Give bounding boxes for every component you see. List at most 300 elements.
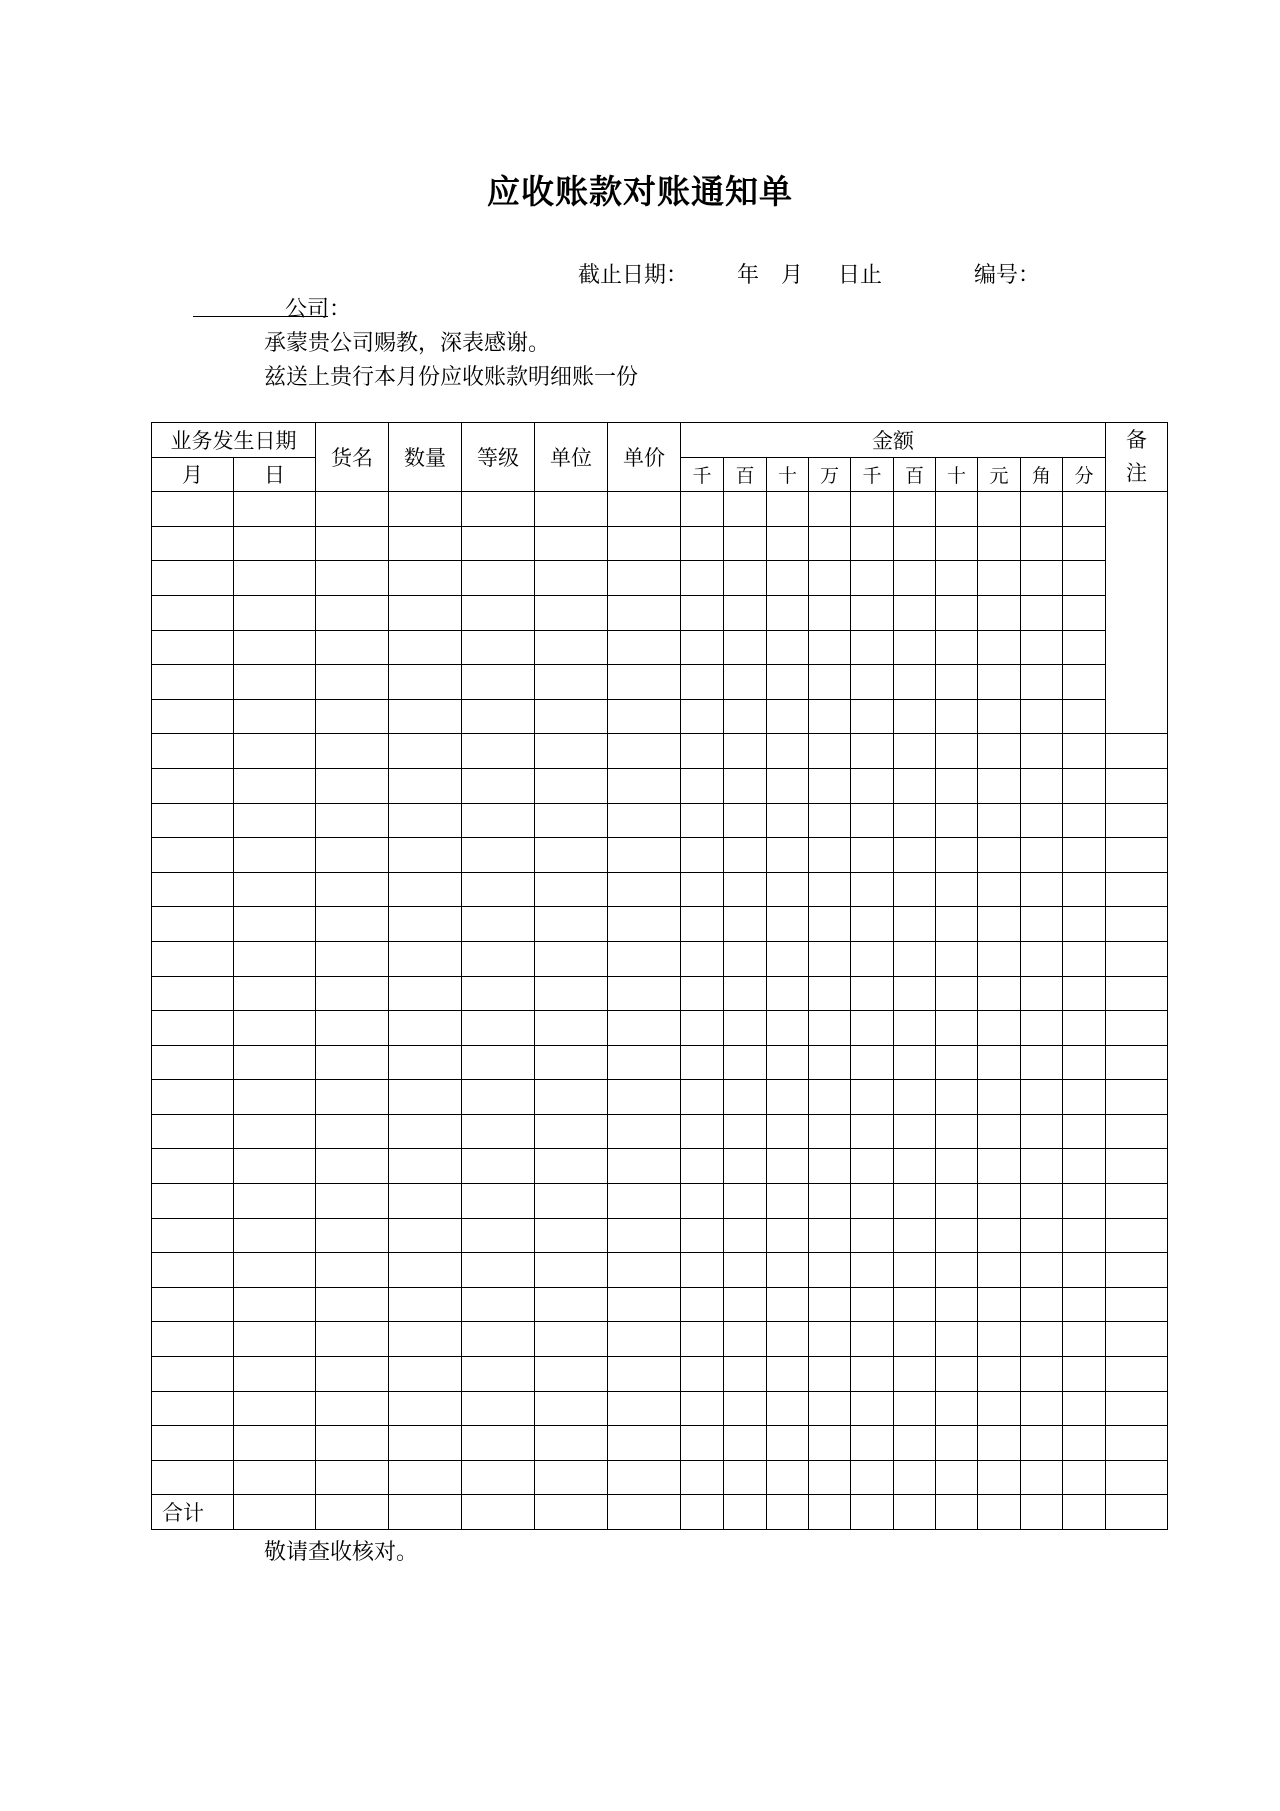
table-cell[interactable] <box>152 630 234 665</box>
table-cell[interactable] <box>152 1391 234 1426</box>
table-cell[interactable] <box>767 1184 809 1219</box>
table-cell[interactable] <box>316 838 389 873</box>
table-cell[interactable] <box>724 630 767 665</box>
table-cell[interactable] <box>851 907 894 942</box>
table-cell[interactable] <box>936 1287 978 1322</box>
table-cell[interactable] <box>535 595 608 630</box>
table-cell[interactable] <box>936 1045 978 1080</box>
table-cell[interactable] <box>316 1218 389 1253</box>
table-cell[interactable] <box>1063 1287 1106 1322</box>
table-cell[interactable] <box>389 492 462 527</box>
table-cell[interactable] <box>724 941 767 976</box>
table-cell[interactable] <box>389 941 462 976</box>
table-cell[interactable] <box>894 492 936 527</box>
table-cell[interactable] <box>724 699 767 734</box>
table-cell[interactable] <box>608 1391 681 1426</box>
table-cell[interactable] <box>767 1080 809 1115</box>
table-cell[interactable] <box>152 803 234 838</box>
table-cell[interactable] <box>1063 976 1106 1011</box>
table-cell[interactable] <box>608 872 681 907</box>
table-cell[interactable] <box>936 665 978 700</box>
total-cell[interactable] <box>936 1495 978 1530</box>
table-cell[interactable] <box>978 1218 1021 1253</box>
table-cell[interactable] <box>767 1218 809 1253</box>
table-cell[interactable] <box>389 1184 462 1219</box>
remark-cell[interactable] <box>1106 1322 1168 1357</box>
table-cell[interactable] <box>894 907 936 942</box>
table-cell[interactable] <box>681 1426 724 1461</box>
table-cell[interactable] <box>809 803 851 838</box>
table-cell[interactable] <box>608 1322 681 1357</box>
table-cell[interactable] <box>608 803 681 838</box>
table-cell[interactable] <box>1021 526 1063 561</box>
table-cell[interactable] <box>316 1391 389 1426</box>
table-cell[interactable] <box>462 595 535 630</box>
table-cell[interactable] <box>389 1114 462 1149</box>
remark-cell[interactable] <box>1106 941 1168 976</box>
table-cell[interactable] <box>234 1149 316 1184</box>
table-cell[interactable] <box>608 1149 681 1184</box>
total-cell[interactable] <box>316 1495 389 1530</box>
table-cell[interactable] <box>234 1080 316 1115</box>
table-cell[interactable] <box>316 1460 389 1495</box>
table-cell[interactable] <box>978 1253 1021 1288</box>
table-cell[interactable] <box>936 1357 978 1392</box>
table-cell[interactable] <box>978 699 1021 734</box>
table-cell[interactable] <box>462 1426 535 1461</box>
table-cell[interactable] <box>234 838 316 873</box>
table-cell[interactable] <box>152 1253 234 1288</box>
table-cell[interactable] <box>389 838 462 873</box>
table-cell[interactable] <box>535 907 608 942</box>
table-cell[interactable] <box>316 976 389 1011</box>
total-cell[interactable] <box>767 1495 809 1530</box>
table-cell[interactable] <box>936 1218 978 1253</box>
table-cell[interactable] <box>1021 595 1063 630</box>
table-cell[interactable] <box>936 1391 978 1426</box>
table-cell[interactable] <box>462 872 535 907</box>
table-cell[interactable] <box>809 838 851 873</box>
table-cell[interactable] <box>767 872 809 907</box>
table-cell[interactable] <box>389 526 462 561</box>
table-cell[interactable] <box>152 665 234 700</box>
table-cell[interactable] <box>767 941 809 976</box>
table-cell[interactable] <box>809 734 851 769</box>
table-cell[interactable] <box>316 1322 389 1357</box>
table-cell[interactable] <box>316 561 389 596</box>
table-cell[interactable] <box>978 838 1021 873</box>
table-cell[interactable] <box>1021 1287 1063 1322</box>
table-cell[interactable] <box>894 1287 936 1322</box>
table-cell[interactable] <box>608 561 681 596</box>
table-cell[interactable] <box>894 838 936 873</box>
table-cell[interactable] <box>767 1426 809 1461</box>
table-cell[interactable] <box>767 561 809 596</box>
table-cell[interactable] <box>978 1045 1021 1080</box>
table-cell[interactable] <box>724 1149 767 1184</box>
table-cell[interactable] <box>152 699 234 734</box>
table-cell[interactable] <box>936 1080 978 1115</box>
table-cell[interactable] <box>724 768 767 803</box>
table-cell[interactable] <box>462 1149 535 1184</box>
table-cell[interactable] <box>1021 1357 1063 1392</box>
remark-cell[interactable] <box>1106 1460 1168 1495</box>
table-cell[interactable] <box>809 1253 851 1288</box>
table-cell[interactable] <box>809 872 851 907</box>
table-cell[interactable] <box>978 907 1021 942</box>
remark-cell[interactable] <box>1106 872 1168 907</box>
table-cell[interactable] <box>978 630 1021 665</box>
table-cell[interactable] <box>851 526 894 561</box>
table-cell[interactable] <box>978 1149 1021 1184</box>
table-cell[interactable] <box>894 526 936 561</box>
table-cell[interactable] <box>809 907 851 942</box>
table-cell[interactable] <box>894 941 936 976</box>
table-cell[interactable] <box>152 838 234 873</box>
table-cell[interactable] <box>234 1011 316 1046</box>
table-cell[interactable] <box>978 976 1021 1011</box>
table-cell[interactable] <box>809 1045 851 1080</box>
table-cell[interactable] <box>851 838 894 873</box>
table-cell[interactable] <box>894 1114 936 1149</box>
table-cell[interactable] <box>1063 1218 1106 1253</box>
table-cell[interactable] <box>809 492 851 527</box>
table-cell[interactable] <box>894 1184 936 1219</box>
table-cell[interactable] <box>809 595 851 630</box>
table-cell[interactable] <box>894 768 936 803</box>
table-cell[interactable] <box>462 734 535 769</box>
total-cell[interactable] <box>724 1495 767 1530</box>
table-cell[interactable] <box>608 1080 681 1115</box>
table-cell[interactable] <box>681 872 724 907</box>
table-cell[interactable] <box>462 1080 535 1115</box>
table-cell[interactable] <box>152 1045 234 1080</box>
table-cell[interactable] <box>978 526 1021 561</box>
table-cell[interactable] <box>152 1011 234 1046</box>
table-cell[interactable] <box>767 907 809 942</box>
table-cell[interactable] <box>608 665 681 700</box>
table-cell[interactable] <box>978 768 1021 803</box>
table-cell[interactable] <box>809 976 851 1011</box>
table-cell[interactable] <box>462 1011 535 1046</box>
table-cell[interactable] <box>389 1322 462 1357</box>
table-cell[interactable] <box>851 1460 894 1495</box>
table-cell[interactable] <box>724 561 767 596</box>
table-cell[interactable] <box>535 1149 608 1184</box>
table-cell[interactable] <box>809 1426 851 1461</box>
total-cell[interactable] <box>535 1495 608 1530</box>
table-cell[interactable] <box>1021 1184 1063 1219</box>
table-cell[interactable] <box>535 838 608 873</box>
table-cell[interactable] <box>724 838 767 873</box>
remark-cell[interactable] <box>1106 1391 1168 1426</box>
table-cell[interactable] <box>234 1045 316 1080</box>
table-cell[interactable] <box>389 872 462 907</box>
table-cell[interactable] <box>724 1218 767 1253</box>
remark-cell[interactable] <box>1106 1045 1168 1080</box>
remark-cell[interactable] <box>1106 1080 1168 1115</box>
table-cell[interactable] <box>894 734 936 769</box>
table-cell[interactable] <box>462 803 535 838</box>
table-cell[interactable] <box>535 941 608 976</box>
table-cell[interactable] <box>389 699 462 734</box>
table-cell[interactable] <box>894 561 936 596</box>
table-cell[interactable] <box>535 1218 608 1253</box>
table-cell[interactable] <box>535 976 608 1011</box>
table-cell[interactable] <box>462 630 535 665</box>
table-cell[interactable] <box>978 1287 1021 1322</box>
table-cell[interactable] <box>234 561 316 596</box>
table-cell[interactable] <box>316 1253 389 1288</box>
table-cell[interactable] <box>316 1045 389 1080</box>
table-cell[interactable] <box>978 1080 1021 1115</box>
total-cell[interactable] <box>1106 1495 1168 1530</box>
table-cell[interactable] <box>1063 1460 1106 1495</box>
table-cell[interactable] <box>234 1460 316 1495</box>
table-cell[interactable] <box>767 492 809 527</box>
table-cell[interactable] <box>389 734 462 769</box>
table-cell[interactable] <box>462 1218 535 1253</box>
table-cell[interactable] <box>724 1322 767 1357</box>
total-cell[interactable] <box>389 1495 462 1530</box>
table-cell[interactable] <box>1063 1011 1106 1046</box>
table-cell[interactable] <box>851 1114 894 1149</box>
table-cell[interactable] <box>316 1149 389 1184</box>
table-cell[interactable] <box>1021 976 1063 1011</box>
table-cell[interactable] <box>681 976 724 1011</box>
table-cell[interactable] <box>767 699 809 734</box>
table-cell[interactable] <box>152 1357 234 1392</box>
table-cell[interactable] <box>608 768 681 803</box>
table-cell[interactable] <box>936 561 978 596</box>
table-cell[interactable] <box>608 1218 681 1253</box>
table-cell[interactable] <box>608 1426 681 1461</box>
table-cell[interactable] <box>1063 1357 1106 1392</box>
table-cell[interactable] <box>535 1391 608 1426</box>
table-cell[interactable] <box>316 872 389 907</box>
table-cell[interactable] <box>724 734 767 769</box>
table-cell[interactable] <box>462 1391 535 1426</box>
table-cell[interactable] <box>608 976 681 1011</box>
table-cell[interactable] <box>681 699 724 734</box>
table-cell[interactable] <box>851 1253 894 1288</box>
table-cell[interactable] <box>1063 1426 1106 1461</box>
table-cell[interactable] <box>1021 1460 1063 1495</box>
table-cell[interactable] <box>936 907 978 942</box>
table-cell[interactable] <box>462 1322 535 1357</box>
table-cell[interactable] <box>894 976 936 1011</box>
table-cell[interactable] <box>1021 1426 1063 1461</box>
table-cell[interactable] <box>767 1011 809 1046</box>
table-cell[interactable] <box>1021 561 1063 596</box>
table-cell[interactable] <box>978 1184 1021 1219</box>
table-cell[interactable] <box>1021 1045 1063 1080</box>
table-cell[interactable] <box>978 595 1021 630</box>
table-cell[interactable] <box>809 561 851 596</box>
table-cell[interactable] <box>389 630 462 665</box>
table-cell[interactable] <box>767 1391 809 1426</box>
table-cell[interactable] <box>1021 1011 1063 1046</box>
table-cell[interactable] <box>1021 1322 1063 1357</box>
table-cell[interactable] <box>1021 699 1063 734</box>
table-cell[interactable] <box>152 734 234 769</box>
table-cell[interactable] <box>978 492 1021 527</box>
table-cell[interactable] <box>389 768 462 803</box>
table-cell[interactable] <box>936 768 978 803</box>
table-cell[interactable] <box>724 665 767 700</box>
table-cell[interactable] <box>809 1460 851 1495</box>
table-cell[interactable] <box>681 941 724 976</box>
table-cell[interactable] <box>462 1287 535 1322</box>
table-cell[interactable] <box>851 1357 894 1392</box>
table-cell[interactable] <box>767 1114 809 1149</box>
table-cell[interactable] <box>978 561 1021 596</box>
table-cell[interactable] <box>936 699 978 734</box>
table-cell[interactable] <box>681 838 724 873</box>
table-cell[interactable] <box>851 872 894 907</box>
table-cell[interactable] <box>535 1080 608 1115</box>
remark-cell[interactable] <box>1106 976 1168 1011</box>
table-cell[interactable] <box>936 1253 978 1288</box>
table-cell[interactable] <box>535 1114 608 1149</box>
table-cell[interactable] <box>316 1114 389 1149</box>
table-cell[interactable] <box>1021 1391 1063 1426</box>
table-cell[interactable] <box>978 665 1021 700</box>
table-cell[interactable] <box>681 595 724 630</box>
table-cell[interactable] <box>978 872 1021 907</box>
table-cell[interactable] <box>1063 561 1106 596</box>
total-cell[interactable] <box>894 1495 936 1530</box>
table-cell[interactable] <box>978 941 1021 976</box>
table-cell[interactable] <box>234 1322 316 1357</box>
table-cell[interactable] <box>535 665 608 700</box>
table-cell[interactable] <box>234 1287 316 1322</box>
table-cell[interactable] <box>535 1011 608 1046</box>
table-cell[interactable] <box>389 1426 462 1461</box>
table-cell[interactable] <box>608 526 681 561</box>
table-cell[interactable] <box>767 803 809 838</box>
table-cell[interactable] <box>462 1253 535 1288</box>
table-cell[interactable] <box>316 1287 389 1322</box>
table-cell[interactable] <box>389 1357 462 1392</box>
table-cell[interactable] <box>152 1114 234 1149</box>
table-cell[interactable] <box>462 907 535 942</box>
table-cell[interactable] <box>234 1114 316 1149</box>
total-cell[interactable] <box>681 1495 724 1530</box>
table-cell[interactable] <box>462 1357 535 1392</box>
table-cell[interactable] <box>152 492 234 527</box>
table-cell[interactable] <box>462 1460 535 1495</box>
table-cell[interactable] <box>608 1114 681 1149</box>
table-cell[interactable] <box>936 1184 978 1219</box>
table-cell[interactable] <box>152 941 234 976</box>
table-cell[interactable] <box>152 907 234 942</box>
table-cell[interactable] <box>724 492 767 527</box>
table-cell[interactable] <box>389 1391 462 1426</box>
table-cell[interactable] <box>316 768 389 803</box>
table-cell[interactable] <box>1063 734 1106 769</box>
table-cell[interactable] <box>316 1011 389 1046</box>
table-cell[interactable] <box>535 561 608 596</box>
table-cell[interactable] <box>767 630 809 665</box>
table-cell[interactable] <box>234 492 316 527</box>
table-cell[interactable] <box>462 699 535 734</box>
table-cell[interactable] <box>389 1218 462 1253</box>
table-cell[interactable] <box>1063 872 1106 907</box>
table-cell[interactable] <box>936 734 978 769</box>
table-cell[interactable] <box>1063 941 1106 976</box>
total-cell[interactable] <box>462 1495 535 1530</box>
table-cell[interactable] <box>535 734 608 769</box>
table-cell[interactable] <box>936 976 978 1011</box>
total-cell[interactable] <box>978 1495 1021 1530</box>
table-cell[interactable] <box>234 1253 316 1288</box>
table-cell[interactable] <box>1063 665 1106 700</box>
table-cell[interactable] <box>535 699 608 734</box>
table-cell[interactable] <box>1021 768 1063 803</box>
table-cell[interactable] <box>234 734 316 769</box>
table-cell[interactable] <box>894 1460 936 1495</box>
table-cell[interactable] <box>1021 1080 1063 1115</box>
table-cell[interactable] <box>152 595 234 630</box>
table-cell[interactable] <box>1021 734 1063 769</box>
table-cell[interactable] <box>936 872 978 907</box>
table-cell[interactable] <box>809 1011 851 1046</box>
table-cell[interactable] <box>724 1080 767 1115</box>
table-cell[interactable] <box>608 492 681 527</box>
total-cell[interactable] <box>1021 1495 1063 1530</box>
table-cell[interactable] <box>894 872 936 907</box>
table-cell[interactable] <box>936 1149 978 1184</box>
table-cell[interactable] <box>234 872 316 907</box>
table-cell[interactable] <box>681 1322 724 1357</box>
table-cell[interactable] <box>462 941 535 976</box>
table-cell[interactable] <box>851 768 894 803</box>
table-cell[interactable] <box>936 838 978 873</box>
table-cell[interactable] <box>851 1045 894 1080</box>
total-cell[interactable] <box>809 1495 851 1530</box>
table-cell[interactable] <box>1063 492 1106 527</box>
table-cell[interactable] <box>1021 1218 1063 1253</box>
table-cell[interactable] <box>316 595 389 630</box>
table-cell[interactable] <box>681 1184 724 1219</box>
table-cell[interactable] <box>851 1391 894 1426</box>
table-cell[interactable] <box>724 803 767 838</box>
table-cell[interactable] <box>389 1045 462 1080</box>
table-cell[interactable] <box>608 941 681 976</box>
table-cell[interactable] <box>681 1011 724 1046</box>
table-cell[interactable] <box>152 1460 234 1495</box>
table-cell[interactable] <box>462 768 535 803</box>
table-cell[interactable] <box>608 838 681 873</box>
table-cell[interactable] <box>462 665 535 700</box>
table-cell[interactable] <box>1063 526 1106 561</box>
table-cell[interactable] <box>851 734 894 769</box>
table-cell[interactable] <box>767 1149 809 1184</box>
table-cell[interactable] <box>234 630 316 665</box>
table-cell[interactable] <box>809 1218 851 1253</box>
table-cell[interactable] <box>462 1045 535 1080</box>
table-cell[interactable] <box>316 492 389 527</box>
table-cell[interactable] <box>234 595 316 630</box>
table-cell[interactable] <box>809 1149 851 1184</box>
table-cell[interactable] <box>1063 1391 1106 1426</box>
table-cell[interactable] <box>894 803 936 838</box>
table-cell[interactable] <box>462 492 535 527</box>
table-cell[interactable] <box>681 492 724 527</box>
table-cell[interactable] <box>724 1114 767 1149</box>
table-cell[interactable] <box>767 1357 809 1392</box>
